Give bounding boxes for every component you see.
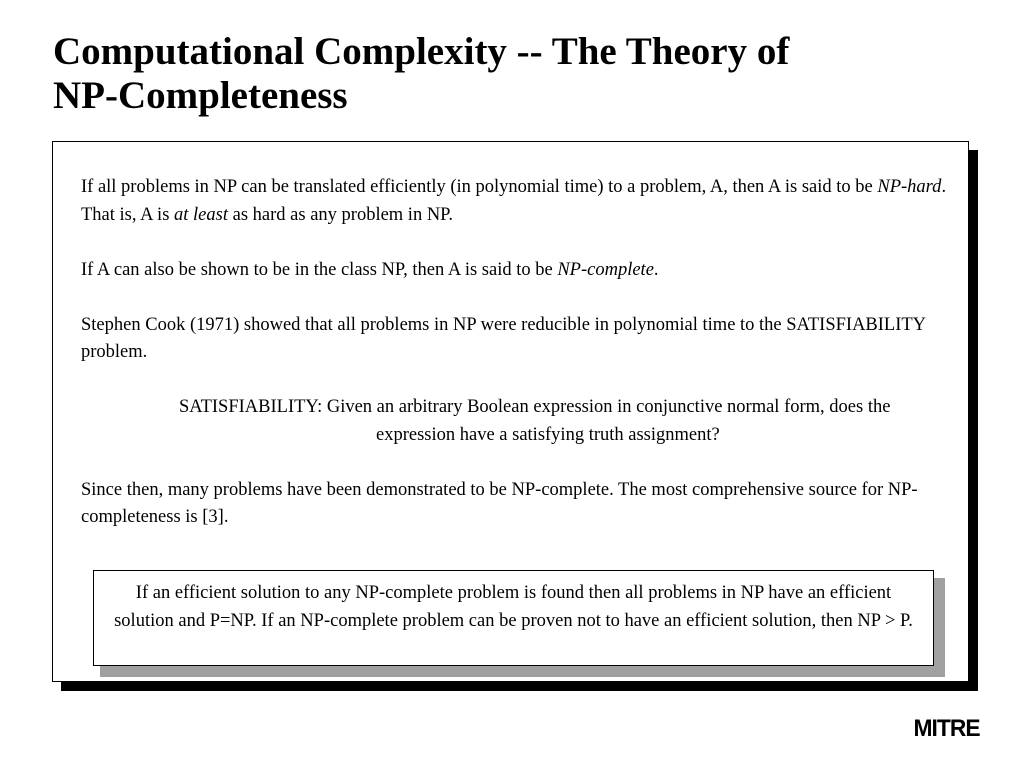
content-body [81,174,951,532]
np-complete-text-b: . [653,259,659,280]
np-hard-text-b: . That is, A is [81,177,947,225]
spacer [81,449,951,477]
np-hard-term: NP-hard [877,177,942,197]
spacer [81,229,951,257]
slide-title-line-2: NP-Completeness [53,74,348,117]
at-least-term: at least [174,204,228,225]
np-complete-text-a: If A can also be shown to be in the class NP, then A is said to be [81,259,558,280]
spacer [81,367,951,395]
np-hard-text-c: as hard as any problem in NP. [228,204,454,225]
slide-title-line-1: Computational Complexity -- The Theory of [53,30,790,73]
paragraph-cook: Stephen Cook (1971) showed that all problems in NP were reducible in polynomial time to the SATISFIABILITY problem. [81,314,926,362]
paragraph-np-hard [81,174,951,229]
mitre-logo: MITRE [913,715,980,742]
note-box [93,570,934,666]
paragraph-satisfiability: SATISFIABILITY: Given an arbitrary Boolean expression in conjunctive normal form, does the expression have a satisfying truth assignment? [179,397,891,445]
note-text: If an efficient solution to any NP-complete problem is found then all problems in NP have an efficient solution and P=NP. If an NP-complete problem can be proven not to have an efficient solution, then NP > P. [114,583,913,631]
np-complete-term: NP-complete [557,259,654,280]
paragraph-since-then: Since then, many problems have been demonstrated to be NP-complete. The most comprehensive source for NP-completeness is [3]. [81,479,918,527]
spacer [81,284,951,312]
slide-title [53,30,953,118]
np-hard-text-a: If all problems in NP can be translated efficiently (in polynomial time) to a problem, A, then A is said to be [81,177,878,197]
paragraph-np-complete [81,257,951,285]
